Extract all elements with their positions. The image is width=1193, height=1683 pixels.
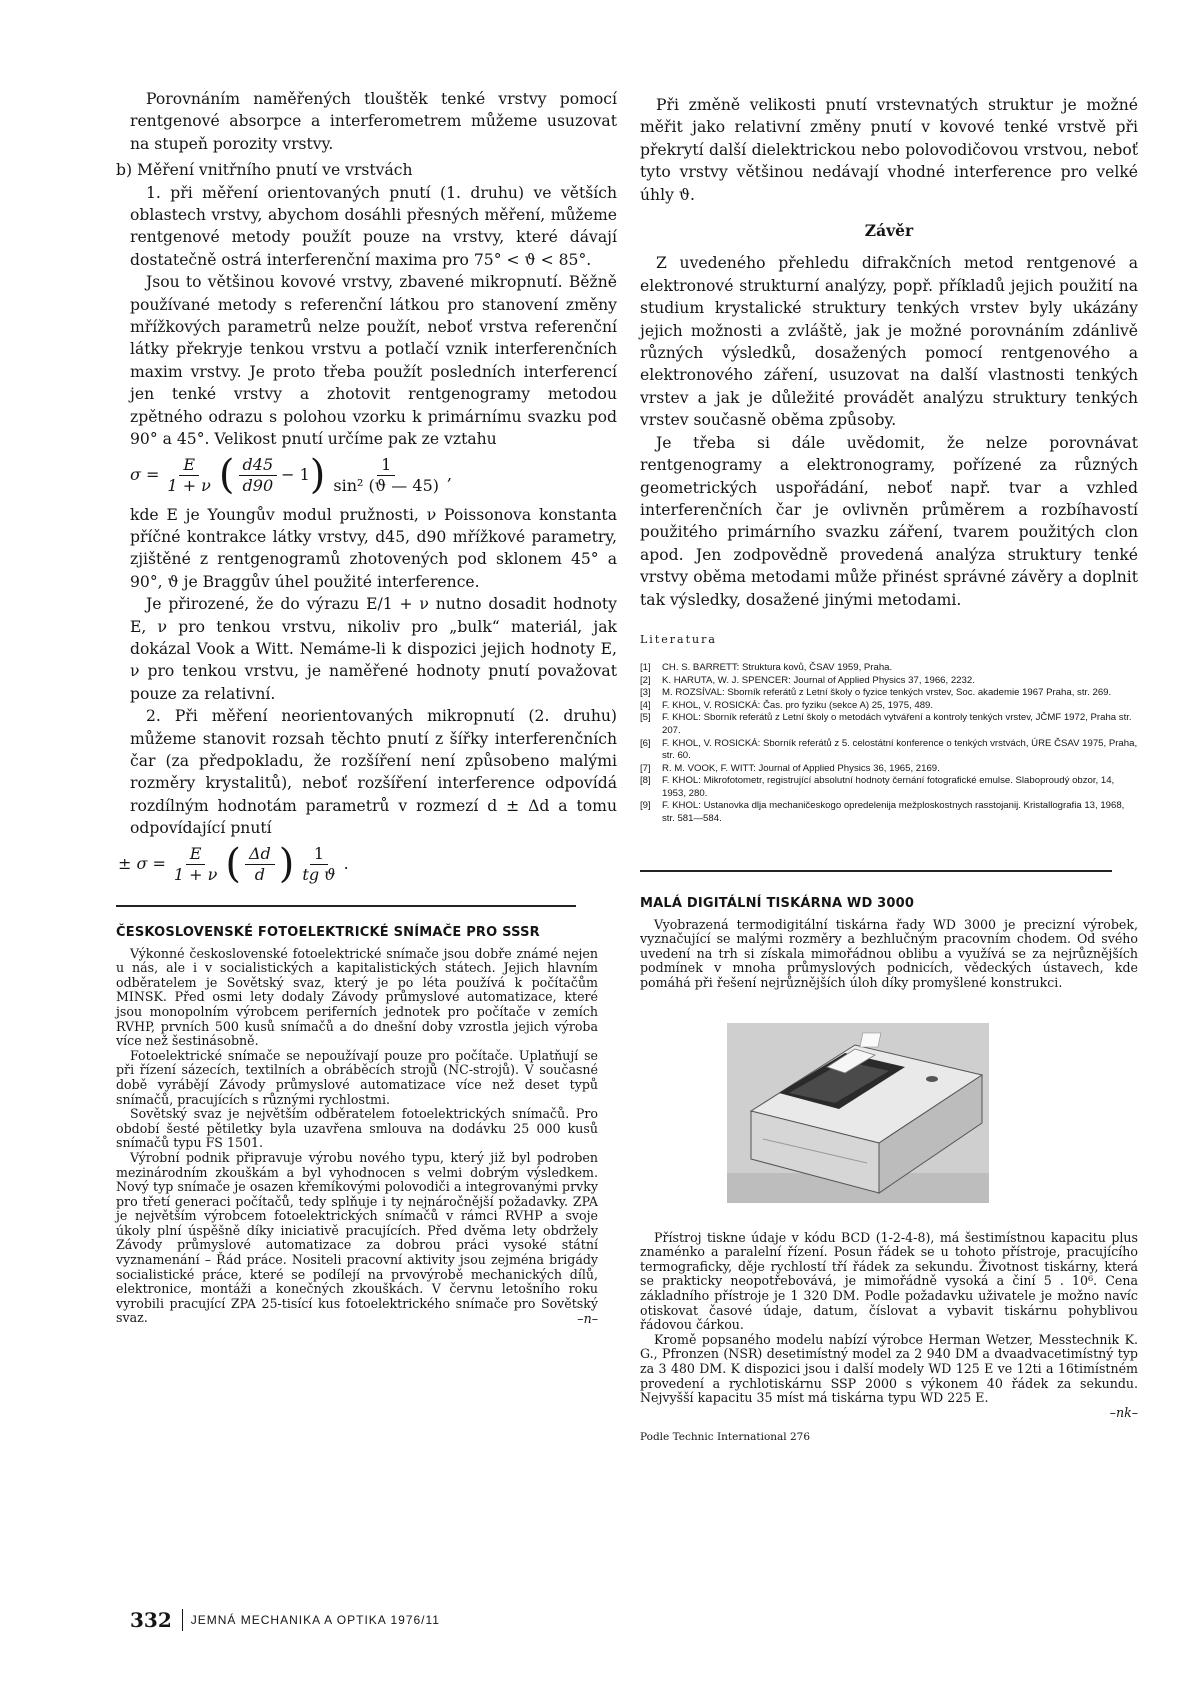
reference-item	[640, 800, 1138, 825]
reference-number: [5]	[640, 712, 651, 724]
reference-text: F. KHOL: Ustanovka dlja mechaničeskogo opredelenija mežploskostnych rasstojanij. Kristallografia 13, 1968, str. 581—584.	[662, 800, 1125, 825]
journal-name: JEMNÁ MECHANIKA A OPTIKA 1976/11	[190, 1613, 440, 1627]
reference-number: [7]	[640, 762, 651, 774]
fraction-sine: $\frac{1}{\text{sin² (ϑ — 45)}}$	[333, 454, 439, 495]
printer-photo	[727, 1023, 989, 1203]
reference-number: [9]	[640, 800, 651, 812]
thin-film-article-conclusion	[640, 94, 1138, 611]
section-divider	[640, 870, 1112, 872]
right-column	[640, 94, 1138, 1445]
paragraph-bulk: Je přirozené, že do výrazu E/1 + ν nutno dosadit hodnoty E, ν pro tenkou vrstvu, nikoliv pro „bulk“ materiál, jak dokázal Vook a Witt. Nemáme-li k dispozici jejich hodnoty E, ν pro tenkou vrstvu, je naměřené hodnoty pnutí považovat pouze za relativní.	[130, 595, 617, 703]
reference-number: [8]	[640, 775, 651, 787]
page-footer	[130, 1608, 440, 1632]
reference-text: K. HARUTA, W. J. SPENCER: Journal of Applied Physics 37, 1966, 2232.	[662, 674, 975, 686]
footer-separator	[182, 1609, 183, 1631]
fraction-d-ratio: $\frac{d45}{d90}$	[239, 455, 278, 496]
right-parenthesis: )	[309, 452, 326, 498]
reference-text: F. KHOL: Mikrofotometr, registrující absolutní hodnoty černání fotografické emulse. Slaboproudý obzor, 14, 1953, 280.	[662, 775, 1115, 799]
reference-text: F. KHOL, V. ROSICKÁ: Čas. pro fyziku (sekce A) 25, 1975, 489.	[662, 699, 934, 711]
article-title: MALÁ DIGITÁLNÍ TISKÁRNA WD 3000	[640, 895, 915, 911]
author-signature: –nk–	[1109, 1404, 1138, 1420]
literature-heading: Literatura	[640, 632, 717, 646]
reference-list	[640, 662, 1138, 826]
author-signature: –n–	[577, 1311, 598, 1327]
right-parenthesis: )	[278, 841, 295, 888]
article-paragraph: Sovětský svaz je největším odběratelem fotoelektrických snímačů. Pro období šesté pětiletky byla uzavřena smlouva na dodávku 25 000 kusů snímačů typu FS 1501.	[116, 1106, 598, 1151]
article-paragraph: Fotoelektrické snímače se nepoužívají pouze pro počítače. Uplatňují se při řízení sázecích, textilních a obráběcích strojů (NC-strojů). V současné době vyrábějí Závody průmyslové automatizace více než deset typů snímačů, pracujících s různými rychlostmi.	[116, 1047, 598, 1107]
reference-item	[640, 712, 1138, 737]
formula-lhs: σ =	[130, 464, 160, 484]
thin-film-article-continued	[116, 88, 617, 888]
formula-microstress: ± σ = $\frac{E}{1 + \nu}$ ( $\frac{\Delta d}{d}$ ) $\frac{1}{\text{tg ϑ}}$ .	[118, 841, 349, 888]
paragraph-conclusion: Z uvedeného přehledu difrakčních metod rentgenové a elektronové strukturní analýzy, popř. příkladů jejich použití na studium krystalické struktury tenkých vrstev byly ukázány jejich možnosti a zvláště, jak je možné porovnáním zdánlivě různých výsledků, dosažených pomocí rentgenového a elektronového záření, usuzovat na další vlastnosti tenkých vrstev a jak je důležité provádět analýzu struktury tenkých vrstev současně oběma způsoby.	[640, 254, 1138, 430]
reference-item	[640, 775, 1138, 800]
reference-text: R. M. VOOK, F. WITT: Journal of Applied Physics 36, 1965, 2169.	[662, 762, 940, 774]
minus-one: − 1	[281, 464, 310, 484]
formula-stress: σ = $\frac{E}{1 + \nu}$ ( $\frac{d45}{d90}$ − 1 ) $\frac{1}{\text{sin² (ϑ — 45)}}$ ,	[130, 452, 453, 498]
paragraph-symbols: kde E je Youngův modul pružnosti, ν Poissonova konstanta příčné kontrakce látky vrstvy, d45, d90 mřížkové parametry, zjištěné z rentgenogramů zhotovených pod sklonem 45° a 90°, ϑ je Braggův úhel použité interference.	[130, 505, 617, 591]
reference-item	[640, 763, 1138, 776]
reference-text: M. ROZSÍVAL: Sborník referátů z Letní školy o fyzice tenkých vrstev, Soc. akademie 1967 Praha, str. 269.	[662, 687, 1112, 699]
reference-item	[640, 662, 1138, 675]
article-paragraph: Výrobní podnik připravuje výrobu nového typu, který již byl podroben mezinárodním zkouškám a byl vyhodnocen s velmi dobrým výsledkem. Nový typ snímače je osazen křemíkovými polovodiči a integrovanými prvky pro třetí generaci počítačů, tedy splňuje i ty nejnáročnější požadavky. ZPA je největším výrobcem fotoelektrických snímačů v rámci RVHP a svoje úkoly plní úspěšně díky iniciativě pracujících. Před dvěma lety obdržely Závody průmyslové automatizace za dobrou práci vysoké státní vyznamenání – Řád práce. Nositeli pracovní aktivity jsou zejména brigády socialistické práce, které se podílejí na prvovýrobě mechanických dílů, elektronice, montáži a konečných zkouškách. V červnu letošního roku vyrobili pracující ZPA 25-tisící kus fotoelektrického snímače pro Sovětský svaz.	[116, 1149, 598, 1326]
fraction-tangent: $\frac{1}{\text{tg ϑ}}$	[302, 843, 336, 884]
left-parenthesis: (	[218, 452, 235, 498]
article-paragraph: Výkonné československé fotoelektrické snímače jsou dobře známé nejen u nás, ale i v socialistických a kapitalistických státech. Jejich hlavním odběratelem je Sovětský svaz, který je po léta používá k počítačům MINSK. Před osmi lety dodaly Závody průmyslové automatizace, které jsou monopolním výrobcem periferních jednotek pro počítače v zemích RVHP, prvních 500 kusů snímačů a do dnešní doby vzrostla jejich výroba více než šestinásobně.	[116, 945, 598, 1049]
reference-number: [3]	[640, 687, 651, 699]
reference-text: CH. S. BARRETT: Struktura kovů, ČSAV 1959, Praha.	[662, 661, 893, 673]
section-divider	[116, 905, 576, 907]
article-paragraph: Kromě popsaného modelu nabízí výrobce Herman Wetzer, Messtechnik K. G., Pfronzen (NSR) desetimístný model za 2 940 DM a dvaadvacetimístný typ za 3 480 DM. K dispozici jsou i další modely WD 125 E ve 12ti a 16timístném provedení a rychlotiskárnu SSP 2000 s výkonem 40 řádek za sekundu. Nejvyšší kapacitu 35 míst má tiskárna typu WD 225 E.	[640, 1331, 1138, 1406]
reference-text: F. KHOL, V. ROSICKÁ: Sborník referátů z 5. celostátní konference o tenkých vrstvách, ÚRE ČSAV 1975, Praha, str. 60.	[662, 737, 1138, 762]
fraction-young: $\frac{E}{1 + \nu}$	[173, 843, 218, 884]
reference-number: [6]	[640, 737, 651, 749]
paragraph-geometry: Je třeba si dále uvědomit, že nelze porovnávat rentgenogramy a elektronogramy, pořízené za různých geometrických uspořádání, neboť např. tvar a vzhled interferenčních čar je ovlivněn průměrem a rozbíhavostí použitého primárního svazku záření, tvarem použitých clon apod. Jen zodpovědně provedená analýza struktury tenké vrstvy oběma metodami může přinést správné závěry a doplnit tak výsledky, dosažené jinými metodami.	[640, 433, 1138, 609]
page-number: 332	[130, 1608, 172, 1632]
paragraph-oriented-stress: 1. při měření orientovaných pnutí (1. druhu) ve větších oblastech vrstvy, abychom dosáhli přesných měření, můžeme rentgenové metody použít pouze na vrstvy, které dávají dostatečně ostrá interferenční maxima pro 75° < ϑ < 85°.	[130, 183, 617, 269]
article-photoelectric-sensors	[116, 925, 598, 1327]
paragraph-layered-structures: Při změně velikosti pnutí vrstevnatých struktur je možné měřit jako relativní změny pnutí v kovové tenké vrstvě při překrytí další dielektrickou nebo polovodičovou vrstvou, neboť tyto vrstvy většinou nedávají vhodné interference pro velké úhly ϑ.	[640, 96, 1138, 204]
conclusion-heading: Závěr	[864, 221, 914, 241]
reference-number: [1]	[640, 661, 651, 673]
reference-number: [2]	[640, 674, 651, 686]
article-source: Podle Technic International 276	[640, 1431, 811, 1444]
reference-number: [4]	[640, 699, 651, 711]
article-paragraph: Přístroj tiskne údaje v kódu BCD (1-2-4-8), má šestimístnou kapacitu plus znaménko a paralelní řízení. Posun řádek se u tohoto přístroje, pracujícího termograficky, děje rychlostí tří řádek za sekundu. Životnost tiskárny, která se prakticky neopotřebovává, je mimořádně vysoká a činí 5 . 10⁶. Cena základního přístroje je 1 320 DM. Podle požadavku uživatele je možno navíc otiskovat časové údaje, datum, číslovat a vybavit tiskárnu pohyblivou řádovou čárkou.	[640, 1229, 1138, 1333]
reference-item	[640, 738, 1138, 763]
fraction-young: $\frac{E}{1 + \nu}$	[167, 454, 211, 495]
reference-text: F. KHOL: Sborník referátů z Letní školy o metodách vytváření a kontroly tenkých vrstev, JČMF 1972, Praha str. 207.	[662, 712, 1132, 736]
reference-item	[640, 700, 1138, 713]
left-column	[116, 88, 617, 1327]
reference-item	[640, 675, 1138, 688]
paragraph-microstress: 2. Při měření neorientovaných mikropnutí (2. druhu) můžeme stanovit rozsah těchto pnutí z šířky interferenčních čar (za předpokladu, že rozšíření není způsobeno malými rozměry krystalitů), neboť rozšíření interference odpovídá rozdílným hodnotám parametrů v rozmezí d ± Δd a tomu odpovídající pnutí	[130, 707, 617, 838]
paragraph-metal-layers: Jsou to většinou kovové vrstvy, zbavené mikropnutí. Běžně používané metody s referenční látkou pro stanovení změny mřížkových parametrů nelze použít, neboť vrstva referenční látky překryje tenkou vrstvu a potlačí vznik interferenčních maxim vrstvy. Je proto třeba použít posledních interferencí jen tenké vrstvy a zhotovit rentgenogramy metodou zpětného odrazu s polohou vzorku k primárnímu svazku pod 90° a 45°. Velikost pnutí určíme pak ze vztahu	[130, 273, 617, 449]
fraction-delta-d: $\frac{\Delta d}{d}$	[245, 844, 275, 885]
formula-lhs: ± σ =	[118, 853, 166, 873]
subsection-heading-b: b) Měření vnitřního pnutí ve vrstvách	[116, 161, 413, 180]
article-paragraph: Vyobrazená termodigitální tiskárna řady WD 3000 je precizní výrobek, vyznačující se malými rozměry a bezhlučným pracovním chodem. Od svého uvedení na trh si získala mimořádnou oblibu a využívá se za nejrůznějších podmínek v mnoha průmyslových podnicích, vědeckých ústavech, kde pomáhá při řešení nejrůznějších úloh díky promyšlené konstrukci.	[640, 916, 1138, 991]
article-digital-printer	[640, 896, 1138, 1445]
article-title: ČESKOSLOVENSKÉ FOTOELEKTRICKÉ SNÍMAČE PRO SSSR	[116, 924, 540, 940]
paragraph-porosity: Porovnáním naměřených tlouštěk tenké vrstvy pomocí rentgenové absorpce a interferometrem můžeme usuzovat na stupeň porozity vrstvy.	[130, 90, 617, 153]
reference-item	[640, 687, 1138, 700]
left-parenthesis: (	[225, 841, 241, 888]
